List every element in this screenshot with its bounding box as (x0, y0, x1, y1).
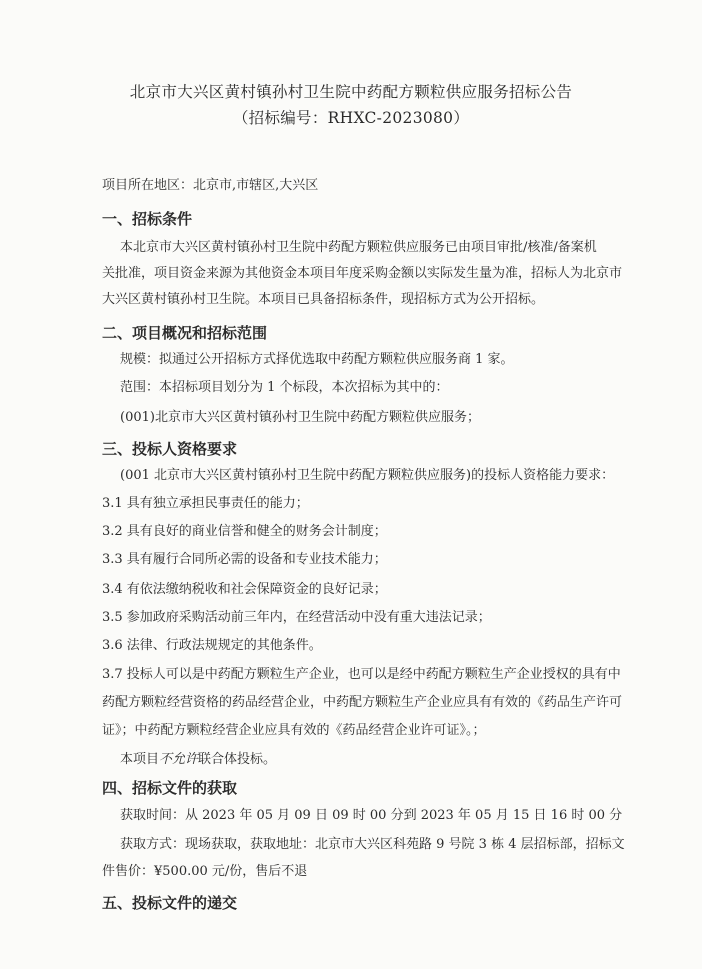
document-title: 北京市大兴区黄村镇孙村卫生院中药配方颗粒供应服务招标公告 (129, 83, 573, 101)
requirement-3-2: 3.2 具有良好的商业信誉和健全的财务会计制度； (102, 524, 387, 539)
section-5-heading: 五、投标文件的递交 (102, 894, 238, 912)
project-range: 范围：本招标项目划分为 1 个标段，本次招标为其中的： (120, 380, 449, 395)
requirement-3-7-line-2: 药配方颗粒经营资格的药品经营企业，中药配方颗粒生产企业应具有有效的《药品生产许可 (102, 695, 623, 710)
consortium-prefix: 本项目 (120, 752, 160, 767)
acquisition-time: 获取时间：从 2023 年 05 月 09 日 09 时 00 分到 2023 年 05 月 15 日 16 时 00 分 (120, 808, 623, 823)
lot-item: (001)北京市大兴区黄村镇孙村卫生院中药配方颗粒供应服务； (120, 410, 480, 425)
section-2-heading: 二、项目概况和招标范围 (102, 324, 268, 342)
requirement-3-3: 3.3 具有履行合同所必需的设备和专业技术能力； (102, 552, 387, 567)
acquisition-method-line-2: 件售价：¥500.00 元/份，售后不退 (102, 864, 308, 879)
requirement-3-7-line-1: 3.7 投标人可以是中药配方颗粒生产企业，也可以是经中药配方颗粒生产企业授权的具有中 (102, 667, 621, 682)
project-region: 项目所在地区：北京市,市辖区,大兴区 (102, 178, 319, 193)
requirement-3-1: 3.1 具有独立承担民事责任的能力； (102, 496, 309, 511)
acquisition-method-line-1: 获取方式：现场获取，获取地址：北京市大兴区科苑路 9 号院 3 栋 4 层招标部，招标文 (120, 837, 625, 852)
consortium-not-allowed: 不允许 (159, 752, 199, 767)
requirement-3-6: 3.6 法律、行政法规规定的其他条件。 (102, 638, 322, 653)
qualification-intro: (001 北京市大兴区黄村镇孙村卫生院中药配方颗粒供应服务)的投标人资格能力要求： (120, 468, 615, 483)
section-4-heading: 四、招标文件的获取 (102, 779, 238, 797)
section-1-paragraph-line-1: 本北京市大兴区黄村镇孙村卫生院中药配方颗粒供应服务已由项目审批/核准/备案机 (120, 240, 597, 255)
section-1-paragraph-line-3: 大兴区黄村镇孙村卫生院。本项目已具备招标条件，现招标方式为公开招标。 (102, 292, 545, 307)
requirement-3-4: 3.4 有依法缴纳税收和社会保障资金的良好记录； (102, 582, 387, 597)
project-scale: 规模：拟通过公开招标方式择优选取中药配方颗粒供应服务商 1 家。 (120, 352, 514, 367)
consortium-statement (120, 750, 276, 770)
section-1-heading: 一、招标条件 (102, 210, 193, 228)
section-1-paragraph-line-2: 关批准，项目资金来源为其他资金本项目年度采购金额以实际发生量为准，招标人为北京市 (102, 266, 623, 281)
requirement-3-7-line-3: 证》；中药配方颗粒经营企业应具有效的《药品经营企业许可证》。； (102, 723, 486, 738)
requirement-3-5: 3.5 参加政府采购活动前三年内，在经营活动中没有重大违法记录； (102, 610, 491, 625)
consortium-suffix: 联合体投标。 (198, 752, 277, 767)
section-3-heading: 三、投标人资格要求 (102, 440, 238, 458)
tender-number: （招标编号：RHXC-2023080） (232, 109, 470, 127)
